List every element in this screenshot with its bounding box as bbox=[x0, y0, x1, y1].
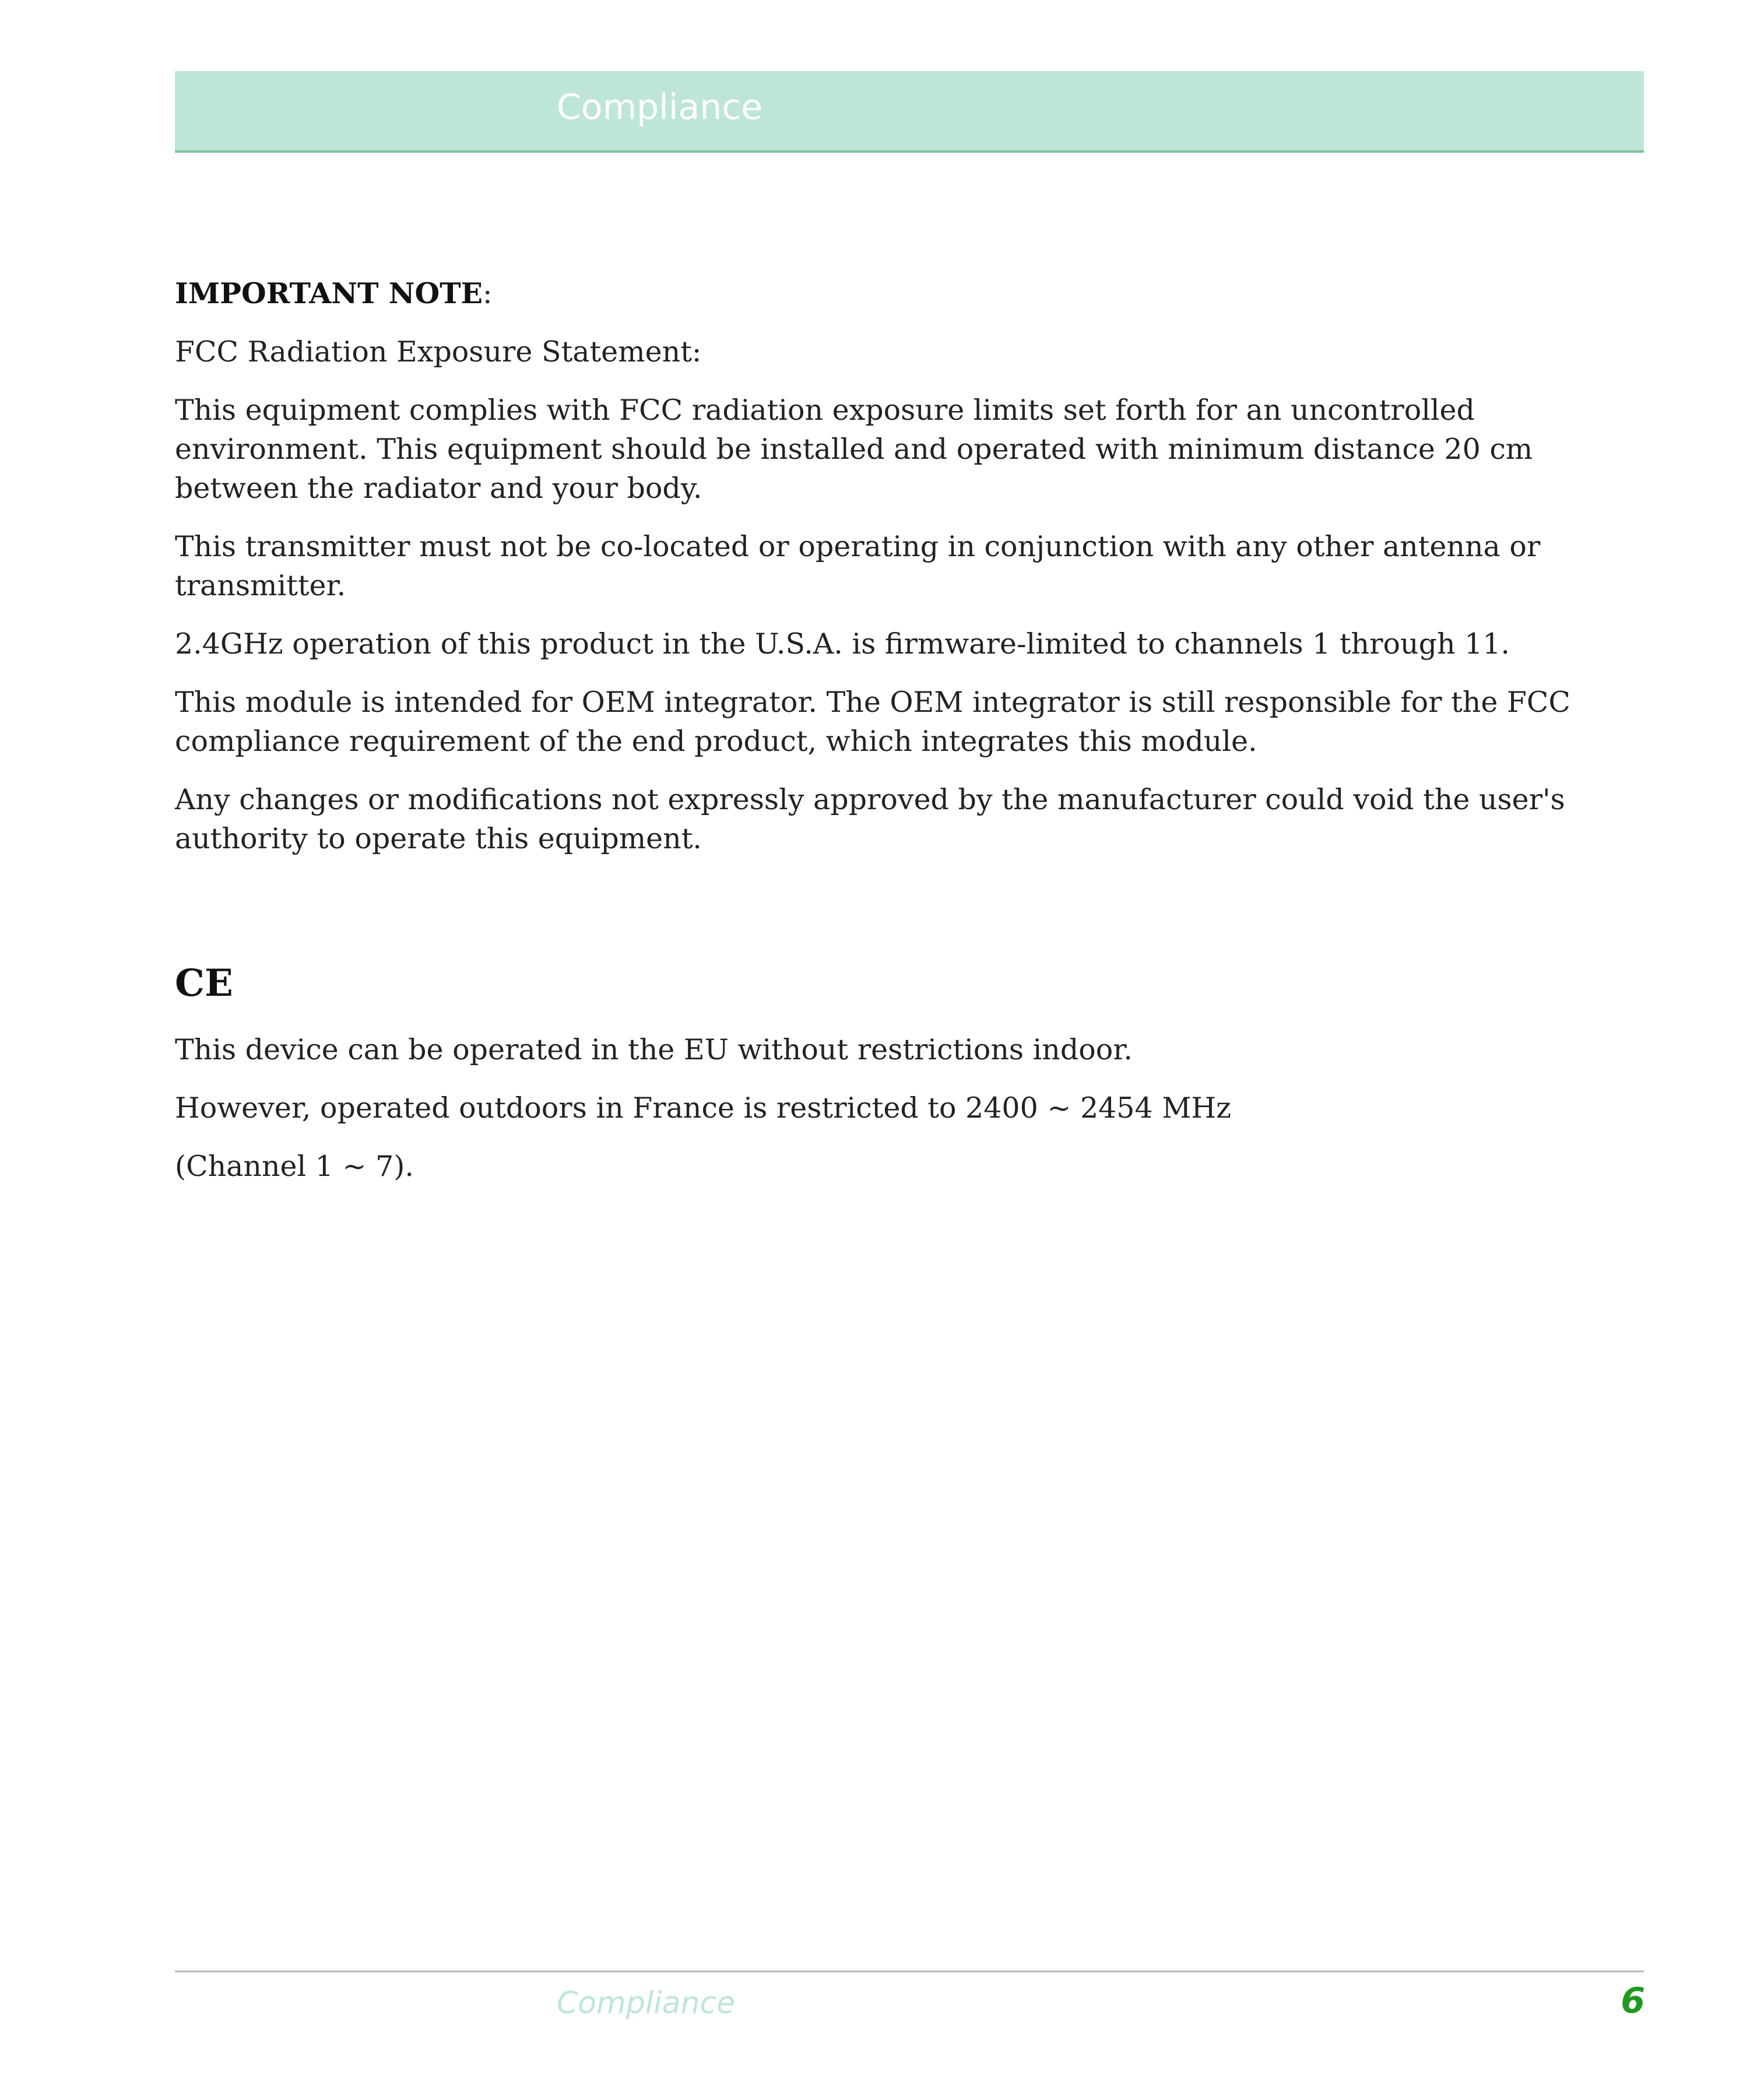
header-band bbox=[175, 71, 1644, 153]
important-note-colon: : bbox=[482, 277, 493, 310]
fcc-paragraph: This transmitter must not be co-located or operating in conjunction with any other antenna or transmitter. bbox=[175, 530, 1541, 602]
page-content bbox=[175, 274, 1647, 1205]
ce-paragraph: (Channel 1 ~ 7). bbox=[175, 1150, 414, 1183]
fcc-paragraph: Any changes or modifications not expressly approved by the manufacturer could void the user's authority to operate this equipment. bbox=[175, 783, 1565, 855]
ce-heading: CE bbox=[175, 961, 233, 1005]
footer-divider bbox=[175, 1971, 1644, 1972]
important-note-label: IMPORTANT NOTE bbox=[175, 276, 483, 310]
fcc-paragraph: This module is intended for OEM integrator. The OEM integrator is still responsible for the FCC compliance requirement of the end product, which integrates this module. bbox=[175, 686, 1570, 758]
fcc-paragraph: 2.4GHz operation of this product in the U.S.A. is firmware-limited to channels 1 through 11. bbox=[175, 627, 1510, 661]
page-number: 6 bbox=[1621, 1980, 1645, 2021]
important-note-heading bbox=[175, 274, 1647, 313]
fcc-paragraph: This equipment complies with FCC radiation exposure limits set forth for an uncontrolled environment. This equipment should be installed and operated with minimum distance 20 cm between the radiator and your body. bbox=[175, 394, 1533, 505]
ce-paragraph: This device can be operated in the EU without restrictions indoor. bbox=[175, 1033, 1133, 1066]
footer-title: Compliance bbox=[557, 1986, 736, 2021]
fcc-statement-title: FCC Radiation Exposure Statement: bbox=[175, 335, 702, 368]
ce-paragraph: However, operated outdoors in France is restricted to 2400 ~ 2454 MHz bbox=[175, 1091, 1231, 1125]
header-title: Compliance bbox=[557, 87, 763, 128]
